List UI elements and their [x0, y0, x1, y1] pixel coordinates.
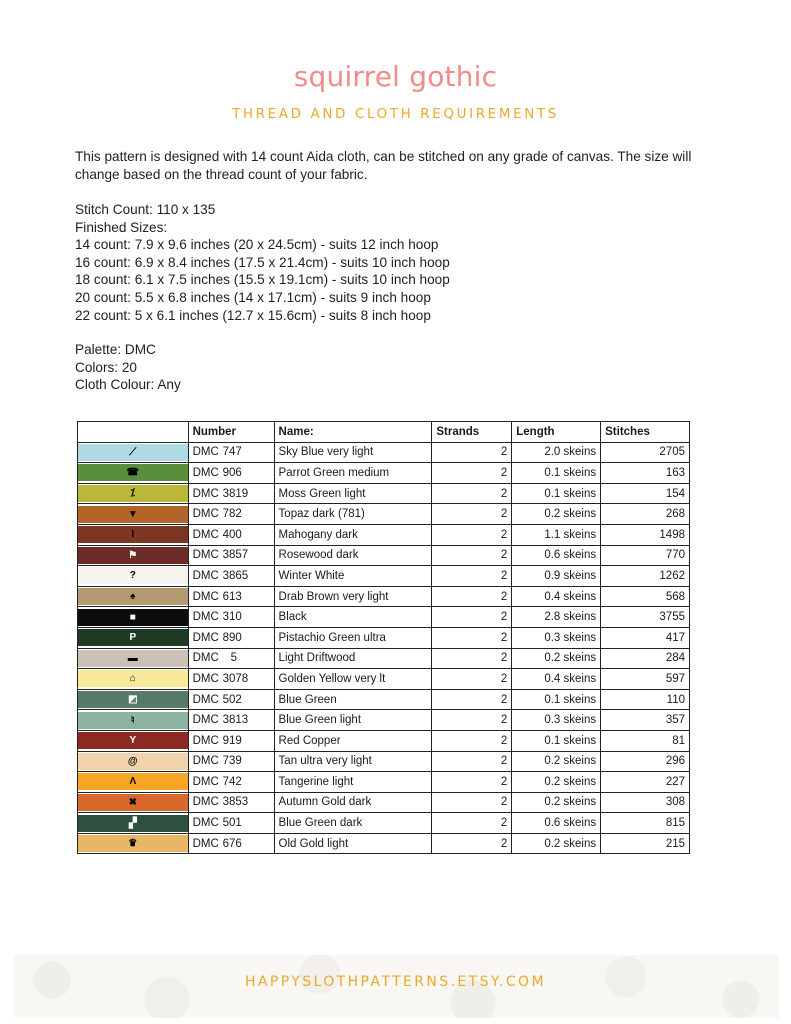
thread-brand: DMC [192, 837, 219, 850]
thread-stitches: 110 [601, 689, 690, 710]
swatch-fill [78, 815, 188, 832]
swirl-icon: @ [127, 755, 138, 767]
thread-length: 2.0 skeins [512, 442, 601, 463]
thread-stitches: 1498 [601, 524, 690, 545]
thread-strands: 2 [432, 772, 512, 793]
size-line: 18 count: 6.1 x 7.5 inches (15.5 x 19.1cm) - suits 10 inch hoop [75, 272, 450, 288]
square-icon: ■ [129, 611, 136, 623]
thread-length: 0.6 skeins [512, 545, 601, 566]
thread-length: 0.1 skeins [512, 463, 601, 484]
thread-name: Sky Blue very light [274, 442, 432, 463]
thread-length: 0.2 skeins [512, 504, 601, 525]
palette-info [75, 341, 725, 394]
thread-strands: 2 [432, 710, 512, 731]
diagonal-dash-icon: ⟋ [129, 446, 137, 458]
thread-stitches: 268 [601, 504, 690, 525]
thread-code: 890 [222, 631, 242, 644]
size-line: 20 count: 5.5 x 6.8 inches (14 x 17.1cm) - suits 9 inch hoop [75, 289, 431, 305]
thread-length: 0.2 skeins [512, 772, 601, 793]
thread-number [188, 504, 274, 525]
thread-length: 1.1 skeins [512, 524, 601, 545]
swatch-fill [78, 691, 188, 708]
thread-stitches: 215 [601, 833, 690, 854]
color-swatch [78, 586, 189, 607]
thread-brand: DMC [192, 446, 219, 459]
thread-brand: DMC [192, 817, 219, 830]
thread-stitches: 2705 [601, 442, 690, 463]
table-row [78, 772, 690, 793]
swatch-fill [78, 547, 188, 564]
thread-strands: 2 [432, 586, 512, 607]
color-swatch [78, 463, 189, 484]
thread-brand: DMC [192, 672, 219, 685]
thread-code: 3857 [222, 549, 249, 562]
table-row [78, 792, 690, 813]
thread-brand: DMC [192, 487, 219, 500]
thread-strands: 2 [432, 813, 512, 834]
thread-brand: DMC [192, 508, 219, 521]
percent-icon: ⁒ [130, 488, 136, 500]
color-swatch [78, 710, 189, 731]
table-row [78, 566, 690, 587]
thread-length: 0.2 skeins [512, 833, 601, 854]
thread-strands: 2 [432, 483, 512, 504]
thread-name: Blue Green [274, 689, 432, 710]
table-row [78, 627, 690, 648]
thread-number [188, 524, 274, 545]
thread-number [188, 648, 274, 669]
color-swatch [78, 813, 189, 834]
thread-code: 3813 [222, 714, 249, 727]
thread-stitches: 357 [601, 710, 690, 731]
color-swatch [78, 607, 189, 628]
letter-p-icon: P [129, 632, 137, 644]
thread-number [188, 607, 274, 628]
dome-icon: ▬ [127, 652, 138, 664]
thread-number [188, 813, 274, 834]
thread-code: 613 [222, 590, 242, 603]
thread-name: Mahogany dark [274, 524, 432, 545]
thread-length: 0.1 skeins [512, 483, 601, 504]
thread-number [188, 545, 274, 566]
thread-code: 906 [222, 466, 242, 479]
palette-name: Palette: DMC [75, 342, 156, 357]
thread-brand: DMC [192, 569, 219, 582]
thread-number [188, 772, 274, 793]
thread-stitches: 81 [601, 730, 690, 751]
color-swatch [78, 545, 189, 566]
thread-name: Rosewood dark [274, 545, 432, 566]
color-count: Colors: 20 [75, 359, 137, 375]
thread-strands: 2 [432, 648, 512, 669]
thread-length: 0.2 skeins [512, 648, 601, 669]
thread-strands: 2 [432, 730, 512, 751]
thread-number [188, 689, 274, 710]
thread-stitches: 284 [601, 648, 690, 669]
footer-url[interactable]: HAPPYSLOTHPATTERNS.ETSY.COM [245, 974, 546, 990]
thread-stitches: 308 [601, 792, 690, 813]
swatch-fill [78, 773, 188, 790]
thread-brand: DMC [192, 590, 219, 603]
finished-sizes-label: Finished Sizes: [75, 219, 168, 235]
thread-brand: DMC [192, 549, 219, 562]
thread-strands: 2 [432, 751, 512, 772]
checker-icon: ▞ [128, 817, 137, 829]
thread-stitches: 815 [601, 813, 690, 834]
thread-number [188, 483, 274, 504]
thread-stitches: 3755 [601, 607, 690, 628]
thread-length: 0.9 skeins [512, 566, 601, 587]
house-icon: ♠ [130, 591, 136, 603]
swatch-fill [78, 609, 188, 626]
thread-strands: 2 [432, 463, 512, 484]
swatch-fill [78, 650, 188, 667]
swatch-fill [78, 526, 188, 543]
thread-strands: 2 [432, 669, 512, 690]
thread-brand: DMC [192, 631, 219, 644]
table-row [78, 813, 690, 834]
table-row [78, 586, 690, 607]
stitch-count: Stitch Count: 110 x 135 [75, 202, 216, 217]
thread-name: Winter White [274, 566, 432, 587]
thread-code: 747 [222, 446, 242, 459]
crown-icon: ♛ [128, 838, 138, 850]
house-outline-icon: ⌂ [129, 673, 136, 685]
swatch-fill [78, 567, 188, 584]
thread-length: 0.4 skeins [512, 669, 601, 690]
thread-brand: DMC [192, 466, 219, 479]
color-swatch [78, 483, 189, 504]
intro-line-1: This pattern is designed with 14 count Aida cloth, can be stitched on any grade of canvas. The size will [75, 149, 692, 164]
intro-line-2: change based on the thread count of your fabric. [75, 166, 368, 182]
table-row [78, 648, 690, 669]
lambda-icon: Λ [129, 776, 137, 788]
thread-name: Blue Green light [274, 710, 432, 731]
thread-code: 3078 [222, 672, 249, 685]
table-row [78, 751, 690, 772]
table-row [78, 463, 690, 484]
header-stitches: Stitches [601, 422, 690, 443]
thread-table [77, 421, 690, 854]
thread-code: 676 [222, 837, 242, 850]
thread-name: Moss Green light [274, 483, 432, 504]
thread-code: 919 [222, 734, 242, 747]
swatch-fill [78, 753, 188, 770]
color-swatch [78, 504, 189, 525]
thread-length: 0.3 skeins [512, 627, 601, 648]
flag-icon: ⚑ [128, 549, 138, 561]
thread-code: 742 [222, 775, 242, 788]
swatch-fill [78, 629, 188, 646]
thread-length: 0.6 skeins [512, 813, 601, 834]
thread-brand: DMC [192, 775, 219, 788]
color-swatch [78, 689, 189, 710]
thread-number [188, 751, 274, 772]
header-swatch [78, 422, 189, 443]
table-row [78, 689, 690, 710]
question-icon: ? [129, 570, 136, 582]
thread-name: Old Gold light [274, 833, 432, 854]
table-row [78, 730, 690, 751]
thread-code: 3865 [222, 569, 249, 582]
page-title: squirrel gothic [293, 60, 498, 93]
thread-name: Blue Green dark [274, 813, 432, 834]
color-swatch [78, 648, 189, 669]
thread-stitches: 163 [601, 463, 690, 484]
swatch-fill [78, 588, 188, 605]
thread-number [188, 627, 274, 648]
thread-length: 0.1 skeins [512, 689, 601, 710]
x-mark-icon: ✖ [128, 796, 137, 808]
color-swatch [78, 442, 189, 463]
table-row [78, 524, 690, 545]
thread-number [188, 586, 274, 607]
triangle-down-icon: ▼ [127, 508, 138, 520]
goblet-icon: Y [129, 735, 137, 747]
thread-code: 782 [222, 508, 242, 521]
size-line: 16 count: 6.9 x 8.4 inches (17.5 x 21.4cm) - suits 10 inch hoop [75, 254, 450, 270]
thread-stitches: 1262 [601, 566, 690, 587]
thread-name: Parrot Green medium [274, 463, 432, 484]
thread-stitches: 597 [601, 669, 690, 690]
thread-stitches: 227 [601, 772, 690, 793]
thread-stitches: 568 [601, 586, 690, 607]
thread-number [188, 566, 274, 587]
thread-number [188, 792, 274, 813]
swatch-fill [78, 485, 188, 502]
thread-length: 0.1 skeins [512, 730, 601, 751]
size-line: 22 count: 5 x 6.1 inches (12.7 x 15.6cm) - suits 8 inch hoop [75, 307, 431, 323]
thread-strands: 2 [432, 792, 512, 813]
table-row [78, 669, 690, 690]
thread-strands: 2 [432, 524, 512, 545]
thread-number [188, 730, 274, 751]
i-beam-icon: I [131, 529, 135, 541]
swatch-fill [78, 794, 188, 811]
thread-strands: 2 [432, 627, 512, 648]
page-subtitle: THREAD AND CLOTH REQUIREMENTS [232, 106, 559, 122]
header-length: Length [512, 422, 601, 443]
table-row [78, 545, 690, 566]
thread-number [188, 710, 274, 731]
thread-strands: 2 [432, 504, 512, 525]
thread-code: 502 [222, 693, 242, 706]
thread-stitches: 770 [601, 545, 690, 566]
cloth-colour: Cloth Colour: Any [75, 377, 181, 393]
thread-code: 310 [222, 611, 242, 624]
thread-brand: DMC [192, 714, 219, 727]
swatch-fill [78, 835, 188, 852]
swatch-fill [78, 464, 188, 481]
color-swatch [78, 524, 189, 545]
thread-stitches: 154 [601, 483, 690, 504]
thread-brand: DMC [192, 611, 219, 624]
color-swatch [78, 772, 189, 793]
swatch-fill [78, 712, 188, 729]
thread-length: 0.2 skeins [512, 751, 601, 772]
swatch-fill [78, 670, 188, 687]
thread-code: 501 [222, 817, 242, 830]
thread-length: 0.4 skeins [512, 586, 601, 607]
thread-strands: 2 [432, 442, 512, 463]
thread-strands: 2 [432, 833, 512, 854]
color-swatch [78, 669, 189, 690]
size-specs [75, 201, 725, 324]
thread-name: Golden Yellow very lt [274, 669, 432, 690]
thread-code: 3853 [222, 796, 249, 809]
thread-code: 400 [222, 528, 242, 541]
table-header-row [78, 422, 690, 443]
color-swatch [78, 751, 189, 772]
half-square-icon: ◩ [128, 694, 138, 706]
thread-code: 5 [230, 652, 237, 665]
thread-stitches: 296 [601, 751, 690, 772]
table-row [78, 483, 690, 504]
thread-number [188, 833, 274, 854]
thread-code: 3819 [222, 487, 249, 500]
thread-name: Topaz dark (781) [274, 504, 432, 525]
thread-brand: DMC [192, 734, 219, 747]
telephone-icon: ☎ [126, 467, 140, 479]
thread-strands: 2 [432, 566, 512, 587]
table-row [78, 504, 690, 525]
thread-length: 0.3 skeins [512, 710, 601, 731]
color-swatch [78, 627, 189, 648]
color-swatch [78, 730, 189, 751]
color-swatch [78, 792, 189, 813]
thread-name: Tan ultra very light [274, 751, 432, 772]
thread-length: 2.8 skeins [512, 607, 601, 628]
thread-brand: DMC [192, 755, 219, 768]
header-strands: Strands [432, 422, 512, 443]
header-number: Number [188, 422, 274, 443]
table-row [78, 607, 690, 628]
thread-name: Tangerine light [274, 772, 432, 793]
thread-strands: 2 [432, 545, 512, 566]
size-line: 14 count: 7.9 x 9.6 inches (20 x 24.5cm) - suits 12 inch hoop [75, 237, 439, 253]
table-row [78, 833, 690, 854]
intro-paragraph [75, 148, 725, 183]
thread-name: Black [274, 607, 432, 628]
thread-length: 0.2 skeins [512, 792, 601, 813]
thread-name: Light Driftwood [274, 648, 432, 669]
thread-stitches: 417 [601, 627, 690, 648]
swatch-fill [78, 506, 188, 523]
thread-name: Autumn Gold dark [274, 792, 432, 813]
natural-sign-icon: ♮ [131, 714, 135, 726]
color-swatch [78, 833, 189, 854]
thread-number [188, 669, 274, 690]
thread-name: Pistachio Green ultra [274, 627, 432, 648]
swatch-fill [78, 732, 188, 749]
header-name: Name: [274, 422, 432, 443]
thread-number [188, 463, 274, 484]
thread-name: Red Copper [274, 730, 432, 751]
thread-strands: 2 [432, 607, 512, 628]
thread-strands: 2 [432, 689, 512, 710]
thread-code: 739 [222, 755, 242, 768]
table-row [78, 442, 690, 463]
swatch-fill [78, 444, 188, 461]
color-swatch [78, 566, 189, 587]
thread-brand: DMC [192, 796, 219, 809]
thread-brand: DMC [192, 528, 219, 541]
thread-name: Drab Brown very light [274, 586, 432, 607]
thread-brand: DMC [192, 652, 219, 665]
thread-number [188, 442, 274, 463]
table-row [78, 710, 690, 731]
thread-brand: DMC [192, 693, 219, 706]
